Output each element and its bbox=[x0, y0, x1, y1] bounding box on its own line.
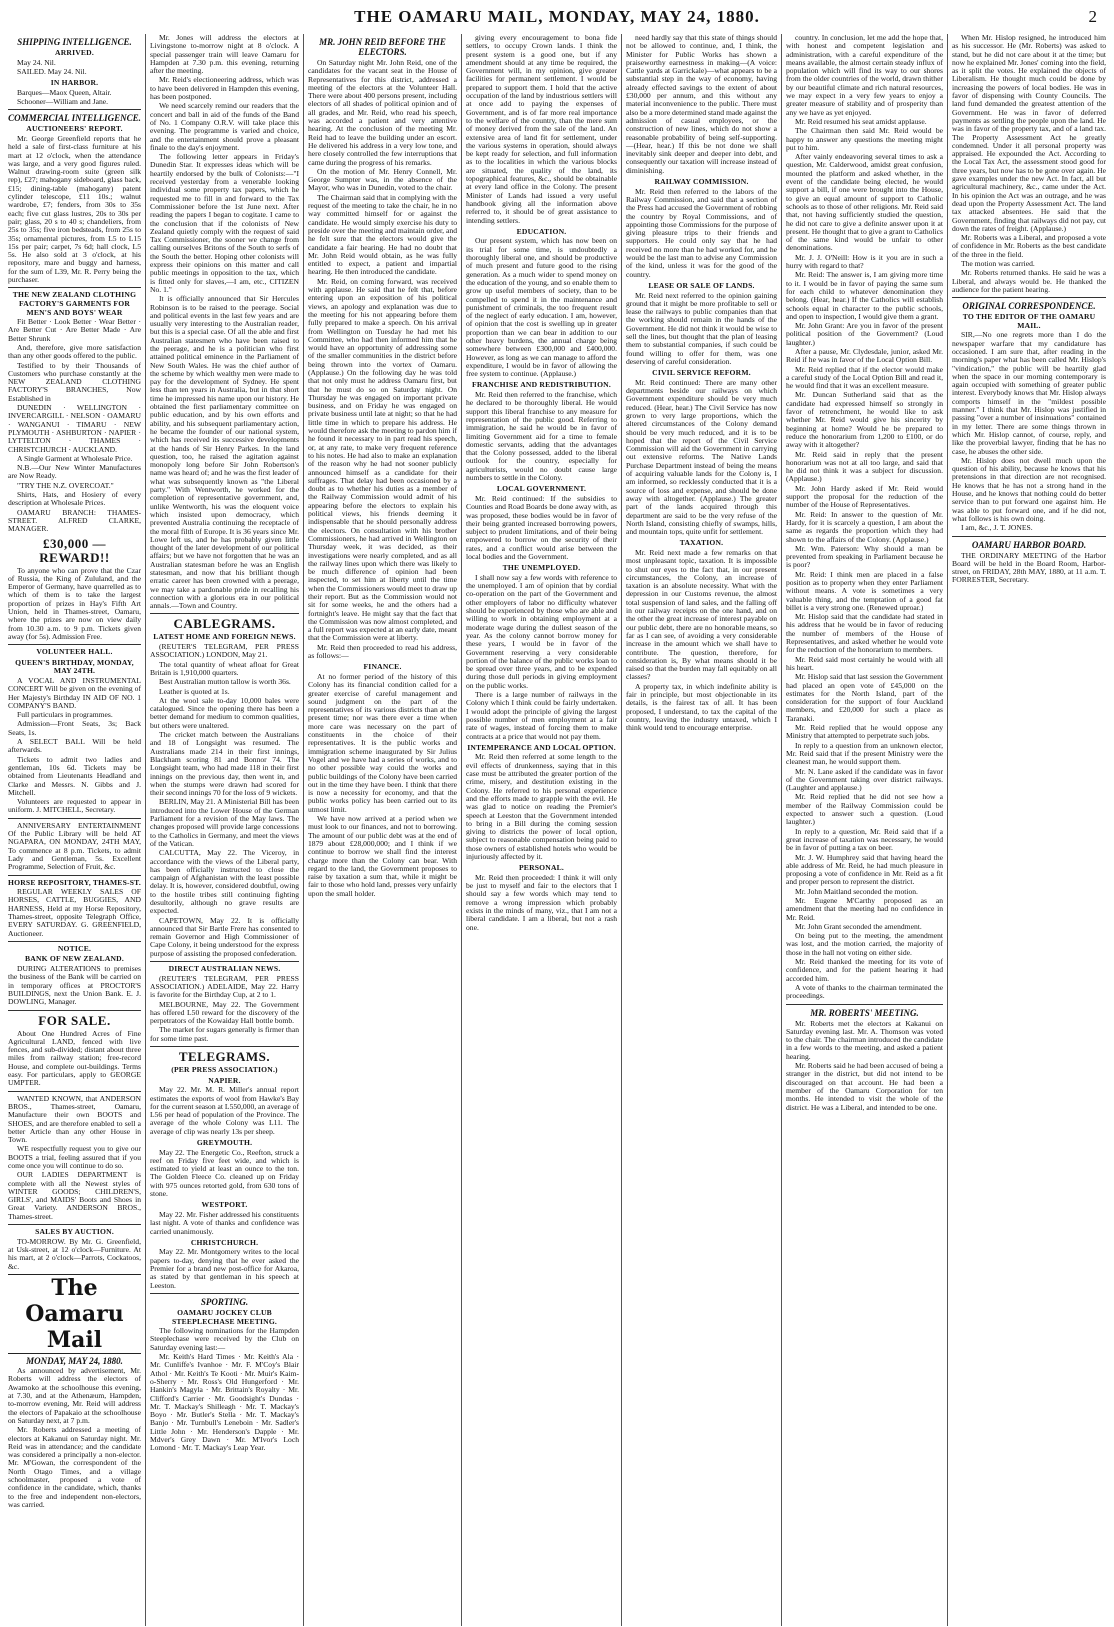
paragraph: (REUTER'S TELEGRAM, PER PRESS ASSOCIATION.) ADELAIDE, May 22. Harry is favorite for the Birthday Cup, at 2 to 1. bbox=[150, 973, 299, 1000]
article-body bbox=[952, 552, 1106, 585]
paragraph: Mr. John Maitland seconded the motion. bbox=[795, 886, 918, 896]
paragraph: Admission—Front Seats, 3s; Back Seats, 1s. bbox=[8, 719, 141, 737]
article-body bbox=[786, 34, 943, 1001]
paragraph: Mr. Reid then proceeded to read his address, as follows:— bbox=[308, 642, 457, 661]
columns-container bbox=[4, 34, 1110, 1626]
paragraph: Mr. Eugene M'Carthy proposed as an amendment that the meeting had no confidence in Mr. Reid. bbox=[786, 895, 943, 922]
article-body bbox=[8, 1367, 141, 1509]
column-rule bbox=[952, 536, 1106, 537]
sub-heading: QUEEN'S BIRTHDAY, MONDAY, MAY 24TH. bbox=[15, 657, 134, 676]
article-body bbox=[8, 1095, 141, 1221]
paper-nameplate: The Oamaru Mail bbox=[8, 1274, 141, 1354]
paragraph: The cricket match between the Australians and 18 of Longsight was resumed. The Australians made 214 in their first innings, Blackham scoring 81 and Bonnor 74. The Longsight team, who had made 118 in their first innings on the previous day, then went in, and when the stumps were drawn had scored for their second innings 70 for the loss of 9 wickets. bbox=[150, 730, 299, 798]
paragraph: And, therefore, give more satisfaction than any other goods offered to the public. bbox=[8, 342, 141, 361]
paragraph: Mr. Roberts said he had been accused of being a stranger in the district, but did not intend to be discouraged on that account. He had been a member of the Oamaru Corporation for ten months. He intended to visit the whole of the district. He was a Liberal, and intended to be one. bbox=[786, 1061, 943, 1112]
article-body bbox=[150, 1248, 299, 1289]
paragraph: Mr. Wm. Paterson: Why should a man be prevented from speaking in Parliament because he is poor? bbox=[786, 543, 943, 570]
paragraph: Mr. Reid said most certainly he would with all his heart. bbox=[786, 654, 943, 672]
paragraph: After a pause, Mr. Clydesdale, junior, asked Mr. Reid if he was in favor of the Local Option Bill. bbox=[786, 346, 943, 365]
paragraph: The motion was carried. bbox=[961, 259, 1035, 269]
paragraph: The market for sugars generally is firmer than for some time past. bbox=[150, 1025, 299, 1043]
paragraph: Mr. J. W. Humphrey said that having heard the able address of Mr. Reid, he had much pleasure in proposing a vote of confidence in Mr. Reid as a fit and proper person to represent the district. bbox=[786, 852, 943, 887]
sub-heading: OAMARU JOCKEY CLUB STEEPLECHASE MEETING. bbox=[171, 1307, 278, 1326]
sub-heading: RAILWAY COMMISSION. bbox=[654, 177, 749, 187]
article-body bbox=[466, 874, 617, 932]
paragraph: Shirts, Hats, and Hosiery of every description at Wholesale Prices. bbox=[8, 490, 141, 508]
paragraph: As announced by advertisement, Mr. Roberts will address the electors of Awamoko at the schoolhouse this evening, at 7.30, and at the Athenæum, Hampden, to-morrow evening, Mr. Reid will address the electors of Papakaio at the schoolhouse on Saturday next, at 7 p.m. bbox=[8, 1366, 141, 1425]
sub-heading: HORSE REPOSITORY, THAMES-ST. bbox=[8, 877, 141, 887]
display-heading: TELEGRAMS. bbox=[178, 1049, 271, 1065]
article-body bbox=[466, 34, 617, 225]
sub-heading: THE NEW ZEALAND CLOTHING FACTORY'S GARMENTS FOR MEN'S AND BOYS' WEAR bbox=[12, 290, 137, 317]
paragraph: Mr. Hislop said that the candidate had stated in his address that he would be in favor of reducing the number of members of the House of Representatives, and asked whether he would vote for the reduction of the honorarium to members. bbox=[786, 612, 943, 655]
column-rule bbox=[150, 613, 299, 614]
article-body bbox=[626, 379, 777, 537]
sub-heading: CIVIL SERVICE REFORM. bbox=[652, 368, 751, 378]
paragraph: Mr. Duncan Sutherland said that as the candidate had expressed himself so strongly in favor of retrenchment, he would like to ask whether Mr. Reid would give his sincerity by beginning at home? Would he be prepared to reduce the honorarium from 1,200 to £100, or do away with it altogether? bbox=[786, 390, 943, 450]
paragraph: We need scarcely remind our readers that the concert and ball in aid of the funds of the Band of No. 1 Company O.R.V. will take place this evening. The programme is varied and choice, and the entertainment should prove a pleasant finale to the day's enjoyment. bbox=[150, 101, 299, 152]
paragraph: Mr. Roberts was a Liberal, and proposed a vote of confidence in Mr. Roberts as the best candidate of the three in the field. bbox=[952, 233, 1106, 259]
paragraph: A Single Garment at Wholesale Price. bbox=[17, 453, 133, 463]
paragraph: The total quantity of wheat afloat for Great Britain is 1,910,000 quarters. bbox=[150, 659, 299, 677]
sub-heading: DIRECT AUSTRALIAN NEWS. bbox=[168, 964, 281, 974]
paragraph: Our present system, which has now been on its trial for some time, is undoubtedly a thoroughly liberal one, and should be productive of much present and future good to the rising generation. As a much wider to spend money on the education of the young, and so enable them to grow up useful members of society, than to be compelled to spend it in the maintenance and punishment of criminals, the too frequent result of the neglect of early education. I am, however, of opinion that the cost is swelling up in greater proportion than we can bear in addition to our other heavy burdens, the annual charge being somewhere between £300,000 and £400,000. However, as long as we can manage to afford the expenditure, I would be in favor of allowing the free system to continue. (Applause.) bbox=[466, 236, 617, 379]
column-3 bbox=[304, 34, 462, 1626]
paragraph: need hardly say that this state of things should not be allowed to continue, and, I think, the Minister for Public Works has shown a praiseworthy earnestness in making—(A voice: Cattle yards at Garrickale)—what appears to be a substantial step in the way of economy, having already effected savings to the extent of about £30,000 per annum, and this without any material inconvenience to the public. There must also be a more determined stand made against the admission of casual employees, or the construction of new lines, which do not show a reasonable probability of being self-supporting.—(Hear, hear.) If this be not done we shall inevitably sink deeper and deeper into debt, and consequently our taxation will increase instead of diminishing. bbox=[626, 34, 777, 175]
paragraph: A VOCAL AND INSTRUMENTAL CONCERT Will be given on the evening of Her Majesty's Birthday IN AID OF NO. 1 COMPANY'S BAND. bbox=[8, 675, 141, 710]
paragraph: May 22. Mr. M. R. Miller's annual report estimates the exports of wool from Hawke's Bay for the current season at L550,000, an average of L56 per head of population of the Province. The average of the whole Colony was L11. The average of clip was nearly 13s per sheep. bbox=[150, 1085, 299, 1136]
paragraph: WANTED KNOWN, that ANDERSON BROS., Thames-street, Oamaru, Manufacture their own BOOTS and SHOES, and are therefore enabled to sell a better Article than any other House in Town. bbox=[8, 1093, 141, 1145]
article-body bbox=[8, 59, 141, 77]
column-rule bbox=[150, 1293, 299, 1294]
article-body bbox=[786, 1020, 943, 1112]
article-body bbox=[150, 975, 299, 1043]
paragraph: DUNEDIN · WELLINGTON · INVERCARGILL · NELSON · OAMARU · WANGANUI · TIMARU · NEW PLYMOUTH · ASHBURTON · NAPIER · LYTTELTON · THAMES · CHRISTCHURCH · AUCKLAND. bbox=[8, 403, 141, 454]
paragraph: After vainly endeavoring several times to ask a question, Mr. Calderwood, amidst great confusion, mounted the platform and asked whether, in the event of the candidate being elected, he would support a bill, if one were brought into the House, to give an equal amount of support to Catholic schools as to those of other religions. Mr. Reid said that, not having sufficiently studied the question, he did not care to give a definite answer upon it at present. He thought that to give a grant to Catholics of the same kind would be unfair to other denominations. bbox=[786, 152, 943, 253]
sub-heading: ARRIVED. bbox=[55, 48, 94, 57]
paragraph: CAPETOWN, May 22. It is officially announced that Sir Bartle Frere has consented to remain Governor and High Commissioner of Cape Colony, it being understood for the express purpose of assisting the proposed confederation. bbox=[150, 915, 299, 958]
sub-heading: TO THE EDITOR OF THE OAMARU MAIL. bbox=[962, 312, 1096, 330]
column-rule bbox=[8, 644, 141, 645]
paragraph: Mr. Reid: I think men are placed in a false position as to property when they enter Parliament without means. A vote is sometimes a very valuable thing, and the temptation of a good fat billet is a very strong one. (Renewed uproar.) bbox=[786, 569, 943, 612]
column-rule bbox=[8, 109, 141, 110]
paragraph: Mr. John Hardy asked if Mr. Reid would support the proposal for the reduction of the number of the House of Representatives. bbox=[786, 483, 943, 510]
paragraph: At the wool sale to-day 10,000 bales were catalogued. Since the opening there has been a better demand for medium to common qualities, but others were unaltered. bbox=[150, 695, 299, 730]
paragraph: Mr. Reid then referred to the labors of the Railway Commission, and said that a section of the Press had accused the Government of robbing the country by Royal Commissions, and of appointing those Commissions for the purpose of giving pleasure trips to their friends and supporters. He could only say that he had received no more than he had worked for, and he would be the last man to advise any Commission of the kind, unless it was for the good of the country. bbox=[626, 186, 777, 279]
column-2 bbox=[146, 34, 304, 1626]
sub-heading: NOTICE. bbox=[57, 943, 92, 953]
paragraph: Mr. Reid continued: There are many other departments beside our railways on which Government expenditure should be very much reduced. (Hear, hear.) The Civil Service has now grown to very large proportions, which the altered circumstances of the Colony demand should be very much reduced, and it is to be hoped that the report of the Civil Service Commission will aid the Government in carrying out extensive reforms. The Native Lands Purchase Department instead of being the means of acquiring valuable lands for the Colony is, I am informed, so recklessly conducted that it is a source of loss and expense, and should be done away with altogether. (Applause.) The greater part of the lands acquired through this department are said to be the very refuse of the North Island, consisting chiefly of swamps, hills, and mountain tops, quite unfit for settlement. bbox=[626, 377, 777, 537]
sub-heading: WESTPORT. bbox=[201, 1200, 248, 1210]
paragraph: Mr. Reid next made a few remarks on that most unpleasant topic, taxation. It is impossible to shut our eyes to the fact that, in our present circumstances, the Colony, an increase of taxation is an absolute necessity. What with the depression in our Customs revenue, the almost total suspension of land sales, and the falling off in our railway receipts on the one hand, and on the other the great increase of interest payable on our public debt, there are no honorable means, so far as I can see, of avoiding a very considerable increase in the amount which we shall have to contribute. The question, therefore, for consideration is, By what means should it be raised so that the burden may fall equitably on all classes? bbox=[626, 548, 777, 682]
article-body bbox=[8, 888, 141, 938]
paragraph: On Saturday night Mr. John Reid, one of the candidates for the vacant seat in the House of Representatives for this district, addressed a meeting of the electors at the Volunteer Hall. There were about 400 persons present, including electors of all shades of political opinion and of all grades, and Mr. Reid, who read his speech, was accorded a patient and very attentive hearing. At the conclusion of the meeting Mr. Reid had to leave the building under an escort. He delivered his address in a very low tone, and here closely controlled the few interruptions that came during the progress of his remarks. bbox=[308, 58, 457, 167]
paragraph: OAMARU BRANCH: THAMES-STREET. ALFRED CLARKE, MANAGER. bbox=[8, 507, 141, 534]
section-heading: OAMARU HARBOR BOARD. bbox=[971, 539, 1087, 550]
paragraph: MELBOURNE, May 22. The Government has offered L50 reward for the discovery of the perpetrators of the Kowaiday Hall bottle bomb. bbox=[150, 999, 299, 1026]
column-rule bbox=[8, 1091, 141, 1092]
paragraph: Mr. Reid resumed his seat amidst applause. bbox=[795, 116, 927, 126]
paragraph: OUR LADIES DEPARTMENT is complete with all the Newest styles of WINTER GOODS; CHILDREN'S, GIRLS', and MAIDS' Boots and Shoes in Great Variety. ANDERSON BROS., Thames-street. bbox=[8, 1170, 141, 1221]
paragraph: Mr. Keith's Hard Times · Mr. Keith's Ala · Mr. Cunliffe's Ivanhoe · Mr. F. M'Coy's Blair Athol · Mr. Keith's Te Kooti · Mr. Muir's Kaim-o-Sherry · Mr. Ross's Old Hungerford · Mr. Hankin's Magyla · Mr. Brittain's Royalty · Mr. Clifford's Carrier · Mr. Goodsight's Dundas · Mr. T. Mackay's Shilleagh · Mr. T. Mackay's Boyo · Mr. Butler's Stella · Mr. T. Mackay's Banjo · Mr. Turnbull's Leneboin · Mr. Sadler's Little John · Mr. Henderson's Dapple · Mr. Mdver's Grey Dawn · Mr. M'Ivor's Loch Lomond · Mr. T. Mackay's Leap Year. bbox=[150, 1352, 299, 1453]
paragraph: Mr. George Greenfield reports that he held a sale of first-class furniture at his mart at 12 o'clock, when the attendance was large, and a very good figures ruled. Walnut drawing-room suite (green silk rep), £27; mahogany sideboard, glass back, £15; dining-table (mahogany) patent cylinder telescope, £11 10s.; walnut wardrobe, £7; fenders, from 30s to 35s each; five cut glass lustres, 20s to 30s per pair; glass, 20 s to 40 s; chandeliers, from 25s to 35s; five iron bedsteads, from 25s to 35s; ornamental pictures, from L5 to L15 15s per pair; carpet, 7s 6d; hall clock, L5 5s. He also sold at 3 o'clock, at his repository, mare and buggy and harness, for the sum of L39, Mr. R. Perry being the purchaser. bbox=[8, 133, 141, 285]
sub-heading: SALES BY AUCTION. bbox=[35, 1227, 114, 1237]
paragraph: It is officially announced that Sir Hercules Robinson is to be raised to the peerage. Social and political events in the last few years and are usually very interesting to the Australian reader, but this is a special case. Of all the able and first Australian statesmen who have been raised to the peerage, and he is a politician who first attained political eminence in the Parliament of New South Wales. He was the chief author of the scheme by which wealthy men were made to pay for the development of Sydney. He spent less than ten years in Australia, but in that short time he impressed his name upon our history. He obtained the first parliamentary committee on public education, and by his own efforts and ability, and his subsequent parliamentary action, he became the founder of our national system, which has received its successive developments at the hands of Sir Henry Parkes. In the land question, too, he raised the agitation against monopoly long before Sir John Robertson's name was heard of; and he was the first leader of what was subsequently known as "the Liberal party." With Wentworth, he worked for the completion of representative government, and, unlike Wentworth, his was the eloquent voice which insisted upon democracy, which prevented Australia continuing the receptacle of the moral filth of Europe. It is 36 years since Mr. Lowe left us, and he has probably given little thought of the later development of our political affairs; but we have not forgotten that he was an Australian statesman before he was an English statesman, and now that his brilliant though erratic career has been crowned with a peerage, we may take a pardonable pride in recalling his connection with a glorious era in our political annals.—Town and Country. bbox=[150, 294, 299, 611]
article-body bbox=[8, 567, 141, 642]
sub-heading: INTEMPERANCE AND LOCAL OPTION. bbox=[467, 742, 616, 752]
article-body bbox=[466, 574, 617, 741]
paragraph: About One Hundred Acres of Fine Agricultural LAND, fenced with live fences, and sub-divided; distant about three miles from railway station; free-record House, and complete out-buildings. Terms easy. For particulars, apply to GEORGE UMPTER. bbox=[8, 1028, 141, 1088]
paragraph: Testified to by their Thousands of Customers who purchase constantly at the NEW ZEALAND CLOTHING FACTORY'S BRANCHES, Now Established in bbox=[8, 360, 141, 403]
article-body bbox=[626, 188, 777, 279]
paragraph: In reply to a question from an unknown elector, Mr. Reid said that if the present Ministry were the cleanest man, he would support them. bbox=[786, 740, 943, 767]
column-4 bbox=[462, 34, 622, 1626]
paragraph: The following nominations for the Hampden Steeplechase were received by the Club on Saturday evening last:— bbox=[150, 1326, 299, 1352]
article-body bbox=[626, 34, 777, 175]
column-rule bbox=[8, 818, 141, 819]
article-body bbox=[150, 1327, 299, 1452]
column-rule bbox=[952, 297, 1106, 298]
paragraph: (REUTER'S TELEGRAM, PER PRESS ASSOCIATION.) LONDON, May 21. bbox=[150, 642, 299, 660]
paragraph: A SELECT BALL Will be held afterwards. bbox=[8, 737, 141, 755]
paragraph: Mr. Reid thanked the meeting for its vote of confidence, and for the patient hearing it had accorded him. bbox=[786, 957, 943, 983]
paragraph: Full particulars in programmes. bbox=[17, 710, 113, 720]
paragraph: Barques—Maox Queen, Altair. bbox=[17, 87, 112, 97]
paragraph: Mr. John Grant: Are you in favor of the present political position of the Government? (Loud laughter.) bbox=[786, 321, 943, 347]
sub-heading: FRANCHISE AND REDISTRIBUTION. bbox=[472, 380, 611, 390]
sub-heading: FINANCE. bbox=[363, 662, 402, 672]
paragraph: Best Australian mutton tallow is worth 36s. bbox=[159, 677, 291, 687]
paragraph: At no former period of the history of this Colony has its financial condition called for a greater exercise of careful management and sound judgment on the part of the representatives of its various districts than at the present time; nor was there ever a time when more care was necessary on the part of constituents in the choice of their representatives. It is the public works and immigration scheme inaugurated by Sir Julius Vogel and we have had a series of works, and to no other possible way could the works and public buildings of the Colony have been carried out in the time they have been. I think that there is now a necessity for economy, and that the public works policy has been carried out to its utmost limit. bbox=[308, 671, 457, 814]
paragraph: Mr. Roberts addressed a meeting of electors at Kakanui on Saturday night. Mr. Reid was in attendance; and the candidate was considered a principally a non-elector. Mr. M'Gowan, the correspondent of the North Otago Times, and a village schoolmaster, proposed a vote of confidence in the candidate, which, thanks to the free and independent non-electors, was carried. bbox=[8, 1425, 141, 1509]
sub-heading: (PER PRESS ASSOCIATION.) bbox=[171, 1065, 278, 1075]
section-heading: MR. JOHN REID BEFORE THE ELECTORS. bbox=[319, 37, 446, 57]
sub-heading: TAXATION. bbox=[679, 538, 724, 548]
paragraph: A vote of thanks to the chairman terminated the proceedings. bbox=[786, 982, 943, 1001]
paragraph: N.B.—Our New Winter Manufactures are Now Ready. bbox=[8, 463, 141, 481]
paragraph: We have now arrived at a period when we must look to our finances, and not to borrowing. The amount of our public debt was at the end of 1879 about £28,000,000; and I think if we continue to borrow we shall find the interest charge more than the Colony can bear. With regard to the land, the Government proposes to raise by taxation a sum that, while it might be fair to those who hold land, presses very unfairly upon the small holder. bbox=[308, 814, 457, 898]
sub-heading: LOCAL GOVERNMENT. bbox=[496, 484, 587, 494]
paragraph: Mr. Reid: The answer is, I am giving more time to it. I would be in favor of paying the same sum for each child to whatever denomination they belong. (Hear, hear.) If the Catholics will establish schools equal in character to the public schools, and open to inspection, I would give them a grant. bbox=[786, 270, 943, 321]
article-body bbox=[8, 89, 141, 107]
section-heading: ORIGINAL CORRESPONDENCE. bbox=[962, 301, 1096, 312]
paragraph: "TRY THE N.Z. OVERCOAT." bbox=[17, 480, 114, 490]
paragraph: I am, &c., J. T. JONES. bbox=[961, 523, 1033, 533]
paragraph: May 22. Mr. Montgomery writes to the local papers to-day, denying that he ever asked the Premier for a brand new post-office for Akaroa, as stated by that gentleman in his speech at Leeston. bbox=[150, 1247, 299, 1290]
section-heading: SPORTING. bbox=[200, 1296, 249, 1307]
display-heading: £30,000 — REWARD!! bbox=[39, 535, 110, 565]
paragraph: Mr. Jones will address the electors at Livingstone to-morrow night at 8 o'clock. A special passenger train will leave Oamaru for Hampden at 7.30 p.m. this evening, returning after the meeting. bbox=[150, 34, 299, 76]
paragraph: The Chairman then said Mr. Reid would be happy to answer any questions the meeting might put to him. bbox=[786, 126, 943, 152]
sub-heading: LEASE OR SALE OF LANDS. bbox=[648, 280, 755, 290]
column-rule bbox=[8, 875, 141, 876]
display-heading: CABLEGRAMS. bbox=[173, 616, 276, 632]
sub-heading: NAPIER. bbox=[208, 1075, 241, 1085]
paragraph: Mr. Reid replied that he would oppose any Ministry that attempted to perpetrate such jobs. bbox=[786, 723, 943, 741]
sub-heading: THE UNEMPLOYED. bbox=[502, 563, 581, 573]
display-heading: FOR SALE. bbox=[38, 1012, 111, 1028]
paragraph: A property tax, in which indefinite ability is fair in principle, but most objectionable in its details, is the fairest tax of all. It has been proposed, I understand, to tax the capital of the country, leaving the industry untaxed, which I think would tend to encourage enterprise. bbox=[626, 681, 777, 733]
paragraph: SAILED. May 24. Nil. bbox=[17, 66, 87, 76]
paragraph: Mr. Reid's electioneering address, which was to have been delivered in Hampden this evening, has been postponed. bbox=[150, 75, 299, 102]
paragraph: Schooner—William and Jane. bbox=[17, 97, 109, 107]
paragraph: Leather is quoted at 1s. bbox=[159, 686, 230, 696]
article-body bbox=[308, 59, 457, 660]
page-number: 2 bbox=[1088, 7, 1098, 26]
article-body bbox=[8, 677, 141, 815]
paragraph: SIR,—No one regrets more than I do the newspaper warfare that my candidature has occasioned. I am sure that, after reading in the morning's paper what has been called Mr. Hislop's "vindication," the public will be heartily glad when the space in our morning contemporary is again occupied with something of greater public interest. Everybody knows that Mr. Hislop always comports himself in the "mildest possible manner." I think that Mr. Hislop was justified in passing "over a number of insinuations" contained in my letter. There are some things thrown in which Mr. Hislop cannot, of course, reply, and like the proverbial lawyer, finding that he has no case, he abuses the other side. bbox=[952, 330, 1106, 456]
paragraph: Mr. J. J. O'Neill: How is it you are in such a hurry with regard to that? bbox=[786, 252, 943, 271]
paragraph: Mr. N. Lane asked if the candidate was in favor of the Government taking over district railways. (Laughter and applause.) bbox=[786, 766, 943, 793]
sub-heading: CHRISTCHURCH. bbox=[190, 1237, 259, 1247]
section-heading: MR. ROBERTS' MEETING. bbox=[810, 1007, 919, 1018]
article-body bbox=[8, 318, 141, 533]
issue-date: MONDAY, MAY 24, 1880. bbox=[26, 1355, 123, 1366]
article-body bbox=[150, 1211, 299, 1236]
paragraph: Mr. Reid then referred at some length to the evil effects of drunkenness, saying that in this case must be attributed the greater portion of the crime, misery, and destitution existing in the Colony. He referred to his personal experience and the efforts made to grapple with the evil. He was glad to notice on reading the Premier's speech at Leeston that the Government intended to bring in a Bill during the coming session giving to districts the power of local option, subject to reasonable compensation being paid to those owners of established hotels who would be injuriously affected by it. bbox=[466, 752, 617, 861]
sub-heading: GREYMOUTH. bbox=[196, 1138, 253, 1147]
paragraph: WE respectfully request you to give our BOOTS a trial, feeling assured that if you come once you will continue to do so. bbox=[8, 1144, 141, 1170]
paragraph: May 22. The Energetic Co., Reefton, struck a reef on Friday five feet wide, and which is estimated to yield at least an ounce to the ton. The Golden Fleece Co. cleaned up on Friday with 975 ounces retorted gold, from 630 tons of stone. bbox=[150, 1147, 299, 1199]
paragraph: Tickets to admit two ladies and gentleman, 10s 6d. Tickets may be obtained from Lieutenants Headland and Clarke and Messrs. N. Gibbs and J. Mitchell. bbox=[8, 754, 141, 797]
paragraph: Mr. Reid, on coming forward, was received with applause. He said that he felt that, before entering upon an exposition of his political views, an apology and explanation was due to the meeting for his not appearing before them fully prepared to make a speech. On his arrival from Wellington on Tuesday he had met his Committee, who had then informed him that he would have an opportunity of addressing some of the smaller communities in the district before being thrown into the vortex of Oamaru. (Applause.) On the following day he was told that not only must he address Oamaru first, but that he must do so on Saturday night. On Thursday he was engaged on important private business, and on Friday he was engaged on private business until late at night; so that he had little time in which to prepare his address. He would therefore ask the meeting to pardon him if he found it necessary to in part read his speech, or, at any rate, to make very frequent reference to his notes. He had also to make an explanation of the reason why he had not sooner publicly announced himself as a candidate for their suffrages. That delay had been occasioned by a doubt as to whether his duties as a member of the Railway Commission would admit of his appearing before the electors to explain his political views, his friends deeming it indispensable that he should personally address the electors. On consultation with his brother Commissioners, he had arrived in Wellington on Thursday week, it was decided, as their investigations were nearly completed, and as all the railway lines upon which there was likely to be much difference of opinion had been inspected, to set him at liberty until the time when the Commissioners would meet to draw up their report. But as the Commission would not sit for some weeks, he and the others had a fortnight's leave. He might say that the fact that the Commission was now almost completed, and a full report was expected at an early date, meant that the Commission were at liberty. bbox=[308, 276, 457, 643]
paragraph: Mr. Reid said in reply that the present honorarium was not at all too large, and said that he did not think it was a subject for discussion. (Applause.) bbox=[786, 449, 943, 484]
column-rule bbox=[8, 941, 141, 942]
paragraph: Mr. Hislop does not dwell much upon the question of his ability, because he knows that his pretensions in that direction are not recognised. He knows that he has not a strong hand in the House, and he knows that nothing could do better service than to put forward one against him. He was able to put forward one, and if he did not, what follows is his own doing. bbox=[952, 455, 1106, 523]
paragraph: THE ORDINARY MEETING of the Harbor Board will be held in the Board Room, Harbor-street, on FRIDAY, 28th MAY, 1880, at 11 a.m. T. FORRESTER, Secretary. bbox=[952, 550, 1106, 585]
paragraph: TO-MORROW. By Mr. G. Greenfield, at Usk-street, at 12 o'clock—Furniture. At his mart, at 2 o'clock—Parrots, Cockatoos, &c. bbox=[8, 1236, 141, 1271]
article-body bbox=[8, 1238, 141, 1271]
paragraph: Mr. Roberts met the electors at Kakanui on Saturday evening last. Mr. A. Thomson was voted to the chair. The chairman introduced the candidate in a few words to the meeting, and asked a patient hearing. bbox=[786, 1018, 943, 1061]
paragraph: Mr. Reid replied that he did not see how a member of the Railway Commission could be expected to answer such a question. (Loud laughter.) bbox=[786, 792, 943, 827]
paragraph: BERLIN, May 21. A Ministerial Bill has been introduced into the Lower House of the German Parliament for a revision of the May laws. The changes proposed will provide large concessions to the Catholics in Germany, and meet the views of the Vatican. bbox=[150, 797, 299, 848]
article-body bbox=[626, 549, 777, 733]
paragraph: Mr. Reid then proceeded: I think it will only be just to myself and fair to the electors that I should say a few words which may tend to remove a wrong impression which probably exists in the minds of many, viz., that I am not a liberal candidate. I am a liberal, but not a rash one. bbox=[466, 872, 617, 932]
sub-heading: LATEST HOME AND FOREIGN NEWS. bbox=[153, 632, 296, 642]
column-6 bbox=[782, 34, 948, 1626]
paragraph: To anyone who can prove that the Czar of Russia, the King of Zululand, and the Emperor of Germany, have quarrelled as to which of them is to take the largest proportion of prizes in Hay's Fifth Art Union, held in Thames-street, Oamaru, where the prizes are now on view daily from 10.30 a.m. to 9 p.m. Tickets given away (for 5s). Admission Free. bbox=[8, 565, 141, 641]
paragraph: Mr. Hislop said that last session the Government had placed an open vote of £45,000 on the estimates for the North Island, part of the consideration for the support of four Auckland members, and £20,000 for such a place as Taranaki. bbox=[786, 672, 943, 723]
article-body bbox=[8, 822, 141, 872]
paragraph: DURING ALTERATIONS to premises the business of the Bank will be carried on in temporary offices at PROCTOR'S BUILDINGS, next the Union Bank. E. J. DOWLING, Manager. bbox=[8, 964, 141, 1007]
article-body bbox=[308, 673, 457, 898]
paragraph: The Chairman said that in complying with the request of the meeting to take the chair, he in no way committed himself for or against the candidate. He would simply exercise his duty to preside over the meeting and maintain order, and he felt sure that the electors would give the candidate a fair hearing. He had no doubt that Mr. John Reid would obtain, as he was fully entitled to expect, a patient and impartial hearing. He then introduced the candidate. bbox=[308, 192, 457, 277]
paragraph: Mr. John Grant seconded the amendment. bbox=[795, 921, 922, 931]
paragraph: Fit Better · Look Better · Wear Better · Are Better Cut · Are Better Made · Are Better Shrunk bbox=[8, 317, 141, 343]
article-body bbox=[150, 1086, 299, 1136]
paragraph: Volunteers are requested to appear in uniform. J. MITCHELL, Secretary. bbox=[8, 797, 141, 815]
column-rule bbox=[786, 1004, 943, 1005]
column-1 bbox=[4, 34, 146, 1626]
column-rule bbox=[150, 1046, 299, 1047]
sub-heading: VOLUNTEER HALL. bbox=[36, 647, 113, 657]
paragraph: Mr. Roberts returned thanks. He said he was a Liberal, and always would be. He thanked the audience for the patient hearing. bbox=[952, 268, 1106, 294]
masthead-title: THE OAMARU MAIL, MONDAY, MAY 24, 1880. bbox=[354, 7, 760, 26]
sub-heading: EDUCATION. bbox=[516, 226, 567, 236]
paragraph: When Mr. Hislop resigned, he introduced him as his successor. He (Mr. Roberts) was asked to stand, but he did not care about it at the time; but now he explained Mr. Jones' coming into the field, as it split the votes. He explained the objects of Liberalism. He thought much could be done by increasing the powers of local bodies. He was in favor of dispensing with County Councils. The land fund demanded the greatest attention of the Government. He was in favor of deferred payments as settling the people upon the land. He was in favor of the property tax, and of a land tax. The Property Assessment Act he greatly condemned. Under it all personal property was appraised. He expounded the Act. According to the Local Tax Act, the assessment stood good for three years, but now has to be gone over again. He gave examples under the new Act. In fact, all but agricultural machinery, &c., came under the Act. In his opinion the Act was an outrage, and he was dead upon the Property Assessment Act. The land tax attacked absentees. He said that the Government, finding that railways did not pay, cut down the rates of freight. (Applause.) bbox=[952, 34, 1106, 233]
paragraph: Mr. Reid then referred to the franchise, which he declared to be thoroughly liberal. He would support this liberal franchise to any measure for representation of the public good. Referring to immigration, he said he would be in favor of limiting Government aid for a time to female domestic servants, adding that the advantages that the Colony possessed, added to the liberal outlook for the country, especially for agriculturists, would no doubt cause large numbers to settle in the Colony. bbox=[466, 390, 617, 483]
paragraph: There is a large number of railways in the Colony which I think could be fairly undertaken. I would adopt the principle of giving the largest possible number of men employment at a fair rate of wages, instead of forcing them to make contracts at a price that would not pay them. bbox=[466, 690, 617, 741]
article-body bbox=[466, 753, 617, 861]
sub-heading: IN HARBOR. bbox=[50, 78, 99, 88]
paragraph: giving every encouragement to bona fide settlers, to occupy Crown lands. I think the present system is a good one, but if any amendment should at any time be required, the Government will, in my opinion, give greater facilities for permanent settlement. I would be prepared to support them. I hold that the active occupation of the land by industrious settlers will at once add to paying the expenses of Government, and is of far more real importance to the welfare of the country, than the mere sum of money derived from the sale of the land. An extensive area of land fit for settlement, under the various systems in operation, should always be kept ready for selection, and full information as to the localities in which the various blocks are situated, the quality of the land, its topographical features, &c., should be obtainable at every land office in the Colony. The present Minister of Lands had issued a very useful handbook giving all the information above referred to, it should be of great assistance to intending settlers. bbox=[466, 34, 617, 225]
article-body bbox=[466, 237, 617, 378]
article-body bbox=[8, 135, 141, 284]
paragraph: Mr. Reid continued: If the subsidies to Counties and Road Boards be done away with, as was proposed, these bodies would be in favor of their being granted increased borrowing powers, subject to prudent limitations, and of their being empowered to borrow on the security of their rates, and a conflict would arise between the local bodies and the Government. bbox=[466, 493, 617, 561]
paragraph: Mr. Reid replied that if the elector would make a careful study of the Local Option Bill and read it, he would find that it was an excellent measure. bbox=[786, 364, 943, 391]
column-7 bbox=[948, 34, 1110, 1626]
paragraph: In reply to a question, Mr. Reid said that if a great increase of taxation was necessary, he would be in favor of putting a tax on beer. bbox=[786, 826, 943, 853]
paragraph: On being put to the meeting, the amendment was lost, and the motion carried, the majority of those in the hall not voting on either side. bbox=[786, 931, 943, 957]
article-body bbox=[952, 34, 1106, 294]
article-body bbox=[626, 292, 777, 367]
paragraph: ANNIVERSARY ENTERTAINMENT Of the Public Library will be held AT NGAPARA, ON MONDAY, 24TH MAY, To commence at 8 p.m. Tickets, to admit Lady and Gentleman, 5s. Excellent Programme, Selection of Fruit, &c. bbox=[8, 820, 141, 872]
article-body bbox=[8, 965, 141, 1006]
sub-heading: AUCTIONEERS' REPORT. bbox=[26, 124, 123, 134]
column-rule bbox=[8, 1224, 141, 1225]
paragraph: On the motion of Mr. Henry Connell, Mr. George Sumpter was, in the absence of the Mayor, who was in Dunedin, voted to the chair. bbox=[308, 166, 457, 193]
masthead bbox=[0, 0, 1114, 34]
column-rule bbox=[8, 1010, 141, 1011]
article-body bbox=[466, 391, 617, 482]
paragraph: Mr. Reid: In answer to the question of Mr. Hardy, for it is scarcely a question, I am about the same as regards the proportion which they had shown to the affairs of the Colony. (Applause.) bbox=[786, 509, 943, 544]
paragraph: May 24. Nil. bbox=[17, 57, 56, 67]
paragraph: The following letter appears in Friday's Dunedin Star. It expresses ideas which will be heartily endorsed by the bulk of Colonists:—"I received yesterday from a venerable looking individual some property tax papers, which he requested me to fill in and forward to the Tax Commissioner before the 1st June next. After reading the papers I began to cogitate. I came to the conclusion that if the colonists of New Zealand quietly comply with the request of said Tax Commissioner, the sooner we change from calling ourselves Britons of the South to serfs of the South the better. Hoping other colonists will express their opinions on this matter and call public meetings in opposition to the tax, which is fitted only for slaves,—I am, etc., CITIZEN No. 1." bbox=[150, 152, 299, 294]
section-heading: COMMERCIAL INTELLIGENCE. bbox=[8, 113, 141, 124]
sub-heading: BANK OF NEW ZEALAND. bbox=[25, 954, 124, 964]
paragraph: REGULAR WEEKLY SALES OF HORSES, CATTLE, BUGGIES, AND HARNESS, Held at my Horse Repository, Thames-street, opposite Telegraph Office, EVERY SATURDAY. G. GREENFIELD, Auctioneer. bbox=[8, 887, 141, 938]
column-rule bbox=[150, 961, 299, 962]
column-rule bbox=[8, 287, 141, 288]
paragraph: I shall now say a few words with reference to the unemployed. I am of opinion that by cordial co-operation on the part of the Government and other employers of labor no difficulty whatever should be experienced by those who are able and willing to work in obtaining employment at a moderate wage during the dullest season of the year. As the colony cannot borrow money for these years, I would be in favor of the Government reserving a very considerable portion of the balance of the public works loan to be spread over three years, and to be expended during those dull periods in giving employment on the public works. bbox=[466, 572, 617, 690]
paragraph: CALCUTTA, May 22. The Viceroy, in accordance with the views of the Liberal party, has been officially instructed to close the campaign of Afghanistan with the least possible delay. It is, however, considered doubtful, owing to the hostile tribes still continuing fighting desultorily, although no grave results are expected. bbox=[150, 848, 299, 916]
article-body bbox=[952, 331, 1106, 532]
paragraph: country. In conclusion, let me add the hope that, with honest and competent legislation and administration, with a careful expenditure of the means available, the almost certain steady influx of population which will find its way to our shores from the older countries of the world, drawn thither by our beautiful climate and rich natural resources, we may expect in a very few years to enjoy a greater measure of stability and of prosperity than any we have as yet enjoyed. bbox=[786, 34, 943, 117]
sub-heading: PERSONAL. bbox=[518, 863, 565, 873]
article-body bbox=[8, 1030, 141, 1088]
article-body bbox=[466, 495, 617, 561]
paragraph: Mr. Reid next referred to the opinion gaining ground that it might be more profitable to sell or lease the railways to public companies than that the working should remain in the hands of the Government. He did not think it would be wise to sell the lines, but thought that the plan of leasing them to substantial companies, if such could be found willing to offer for them, was one deserving of careful consideration. bbox=[626, 290, 778, 366]
section-heading: SHIPPING INTELLIGENCE. bbox=[17, 37, 132, 47]
column-5 bbox=[622, 34, 782, 1626]
article-body bbox=[150, 34, 299, 610]
article-body bbox=[150, 643, 299, 958]
article-body bbox=[150, 1149, 299, 1199]
paragraph: May 22. Mr. Fisher addressed his constituents last night. A vote of thanks and confidence was carried unanimously. bbox=[150, 1209, 299, 1236]
